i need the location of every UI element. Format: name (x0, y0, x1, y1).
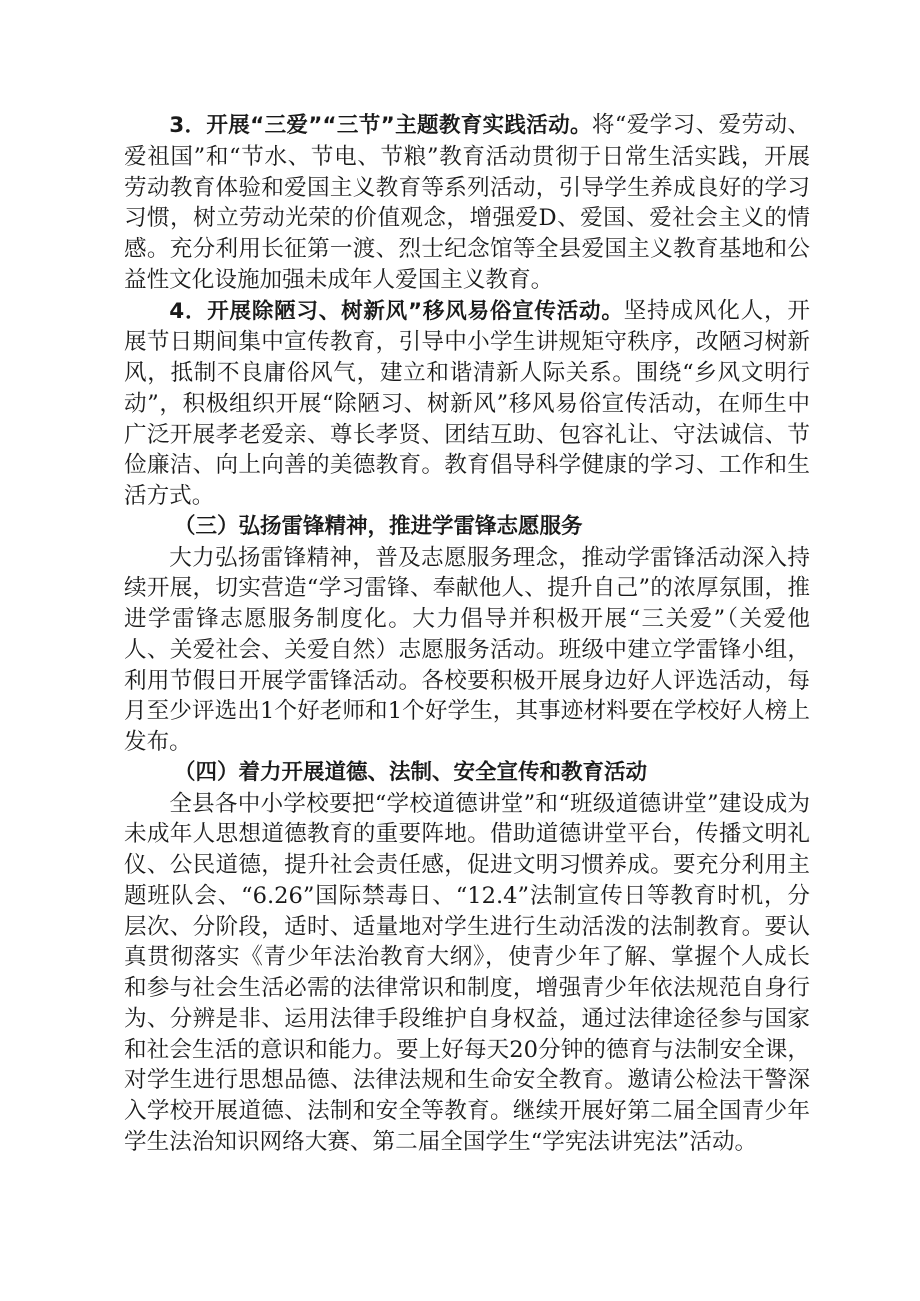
paragraph-body: 坚持成风化人，开展节日期间集中宣传教育，引导中小学生讲规矩守秩序，改陋习树新风，抵制不良庸俗风气，建立和谐清新人际关系。围绕“乡风文明行动”，积极组织开展“除陋习、树新风”移风易俗宣传活动，在师生中广泛开展孝老爱亲、尊长孝贤、团结互助、包容礼让、守法诚信、节俭廉洁、向上向善的美德教育。教育倡导科学健康的学习、工作和生活方式。 (124, 297, 811, 509)
section-heading-4: （四）着力开展道德、法制、安全宣传和教育活动 (174, 759, 648, 785)
paragraph-moral-legal: 全县各中小学校要把“学校道德讲堂”和“班级道德讲堂”建设成为未成年人思想道德教育的重要阵地。借助道德讲堂平台，传播文明礼仪、公民道德，提升社会责任感，促进文明习惯养成。要充分利用主题班队会、“6.26”国际禁毒日、“12.4”法制宣传日等教育时机，分层次、分阶段，适时、适量地对学生进行生动活泼的法制教育。要认真贯彻落实《青少年法治教育大纲》，使青少年了解、掌握个人成长和参与社会生活必需的法律常识和制度，增强青少年依法规范自身行为、分辨是非、运用法律手段维护自身权益，通过法律途径参与国家和社会生活的意识和能力。要上好每天20分钟的德育与法制安全课，对学生进行思想品德、法律法规和生命安全教育。邀请公检法干警深入学校开展道德、法制和安全等教育。继续开展好第二届全国青少年学生法治知识网络大赛、第二届全国学生“学宪法讲宪法”活动。 (124, 790, 810, 1155)
paragraph-item-3 (124, 110, 810, 296)
paragraph-lead: 3．开展“三爱”“三节”主题教育实践活动。 (169, 113, 592, 138)
paragraph-body: 将“爱学习、爱劳动、爱祖国”和“节水、节电、节粮”教育活动贯彻于日常生活实践，开展劳动教育体验和爱国主义教育等系列活动，引导学生养成良好的学习习惯，树立劳动光荣的价值观念，增强爱D、爱国、爱社会主义的情感。充分利用长征第一渡、烈士纪念馆等全县爱国主义教育基地和公益性文化设施加强未成年人爱国主义教育。 (124, 112, 810, 293)
section-heading-3: （三）弘扬雷锋精神，推进学雷锋志愿服务 (174, 513, 583, 539)
paragraph-lei-feng: 大力弘扬雷锋精神，普及志愿服务理念，推动学雷锋活动深入持续开展，切实营造“学习雷锋、奉献他人、提升自己”的浓厚氛围，推进学雷锋志愿服务制度化。大力倡导并积极开展“三关爱”（关爱他人、关爱社会、关爱自然）志愿服务活动。班级中建立学雷锋小组，利用节假日开展学雷锋活动。各校要积极开展身边好人评选活动，每月至少评选出1个好老师和1个好学生，其事迹材料要在学校好人榜上发布。 (124, 544, 810, 755)
paragraph-lead: 4．开展除陋习、树新风”移风易俗宣传活动。 (169, 298, 624, 324)
paragraph-item-4 (124, 296, 810, 512)
document-page (124, 110, 810, 1158)
